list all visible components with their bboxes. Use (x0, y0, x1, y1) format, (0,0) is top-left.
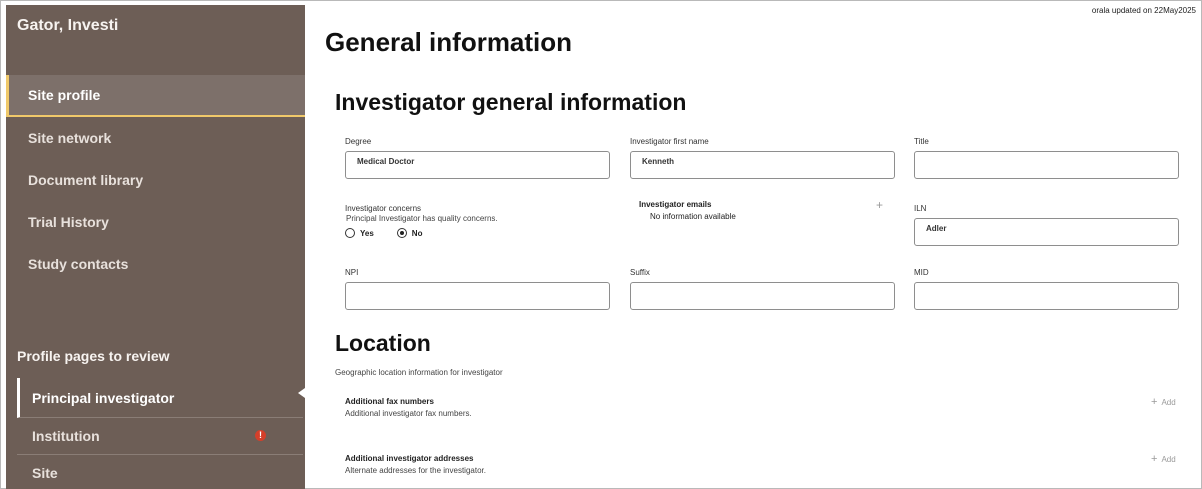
location-heading: Location (335, 330, 431, 356)
profile-pages-list (17, 378, 303, 489)
page-label: Principal investigator (32, 389, 175, 406)
radio-yes-label: Yes (360, 228, 374, 238)
npi-label: NPI (345, 268, 359, 277)
addresses-title: Additional investigator addresses (345, 454, 474, 463)
mid-field[interactable] (914, 282, 1179, 310)
nav-site-network[interactable]: Site network (28, 130, 112, 146)
nav-document-library[interactable]: Document library (28, 172, 144, 188)
alert-icon: ! (255, 430, 266, 441)
page-title: General information (325, 27, 573, 57)
first-name-field[interactable]: Kenneth (630, 151, 895, 179)
addresses-sub: Alternate addresses for the investigator. (345, 466, 486, 475)
nav-site-profile[interactable]: Site profile (6, 75, 305, 117)
location-sub: Geographic location information for investigator (335, 368, 503, 377)
nav-study-contacts[interactable]: Study contacts (28, 256, 129, 272)
fax-sub: Additional investigator fax numbers. (345, 409, 472, 418)
iln-label: ILN (914, 204, 927, 213)
page-principal-investigator[interactable] (17, 378, 303, 418)
nav-trial-history[interactable]: Trial History (28, 214, 109, 230)
title-field[interactable] (914, 151, 1179, 179)
fax-title: Additional fax numbers (345, 397, 434, 406)
npi-field[interactable] (345, 282, 610, 310)
page-label: Site (32, 465, 58, 481)
radio-no-label: No (411, 228, 423, 238)
updated-text: orala updated on 22May2025 (1091, 6, 1196, 15)
radio-no[interactable] (397, 228, 407, 238)
add-address-button[interactable] (1151, 453, 1176, 465)
add-fax-button[interactable] (1151, 396, 1176, 408)
sidebar-nav (6, 75, 305, 285)
plus-icon: + (1151, 453, 1158, 465)
iln-field[interactable]: Adler (914, 218, 1179, 246)
radio-yes[interactable] (345, 228, 355, 238)
add-label: Add (1161, 397, 1176, 407)
add-email-icon[interactable]: + (876, 198, 884, 212)
mid-label: MID (914, 268, 929, 277)
concerns-sub: Principal Investigator has quality concerns. (346, 214, 498, 223)
suffix-field[interactable] (630, 282, 895, 310)
profile-pages-heading: Profile pages to review (17, 348, 170, 364)
emails-empty: No information available (650, 212, 736, 221)
title-label: Title (914, 137, 929, 146)
concerns-label: Investigator concerns (345, 204, 422, 213)
sidebar (6, 5, 305, 489)
suffix-label: Suffix (630, 268, 650, 277)
page-institution[interactable] (17, 418, 303, 455)
degree-field[interactable]: Medical Doctor (345, 151, 610, 179)
plus-icon: + (1151, 396, 1158, 408)
degree-label: Degree (345, 137, 372, 146)
page-label: Institution (32, 428, 100, 444)
investigator-heading: Investigator general information (335, 89, 687, 115)
user-name: Gator, Investi (17, 17, 119, 34)
add-label: Add (1161, 454, 1176, 464)
first-name-label: Investigator first name (630, 137, 709, 146)
concerns-radio-group (345, 228, 422, 238)
page-site[interactable] (17, 455, 303, 489)
caret-left-icon (298, 388, 305, 398)
emails-label: Investigator emails (639, 200, 712, 209)
